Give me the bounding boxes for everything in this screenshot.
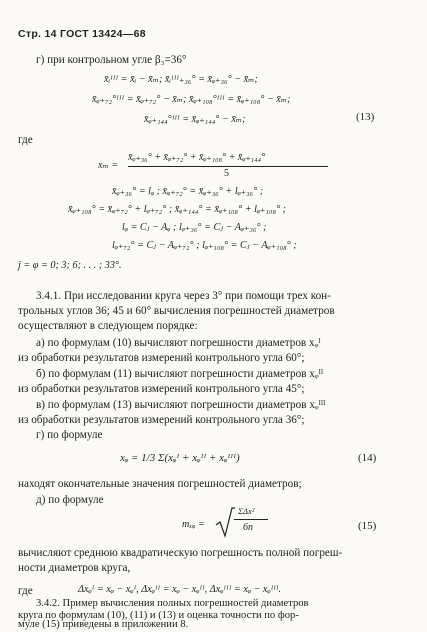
- xm-denominator: 5: [224, 168, 229, 179]
- item-v-line-1: в) по формулам (13) вычисляют погрешности диаметров xᵩᴵᴵᴵ: [36, 399, 326, 411]
- definition-line-2: x̄ᵩ₊₁₀₈° = x̄ᵩ₊₇₂° + lᵩ₊₇₂° ; x̄ᵩ₊₁₄₄° = x̄ᵩ₊₁₀₈° + lᵩ₊₁₀₈° ;: [68, 204, 287, 215]
- find-final-values: находят окончательные значения погрешностей диаметров;: [18, 478, 302, 490]
- item-b-line-1: б) по формулам (11) вычисляют погрешности диаметров xᵩᴵᴵ: [36, 368, 324, 380]
- item-d: д) по формуле: [36, 494, 104, 506]
- definition-line-3: lᵩ = Cⱼ − Aᵩ ; lᵩ₊₃₆° = Cⱼ − Aᵩ₊₃₆° ;: [122, 222, 267, 233]
- formula-15-numerator: ΣΔx²: [238, 506, 255, 516]
- paragraph-342-line-1: 3.4.2. Пример вычисления полных погрешностей диаметров: [36, 598, 309, 609]
- paragraph-341-line-1: 3.4.1. При исследовании круга через 3° при помощи трех кон-: [36, 290, 331, 302]
- equation-number-13: (13): [356, 111, 375, 123]
- formula-13-line-2: x̄ᵩ₊₇₂°ᴵᴵᴵ = x̄ᵩ₊₇₂° − x̄ₘ; x̄ᵩ₊₁₀₈°ᴵᴵᴵ = x̄ᵩ₊₁₀₈° − x̄ₘ;: [92, 94, 291, 105]
- item-a-line-1: а) по формулам (10) вычисляют погрешности диаметров xᵩᴵ: [36, 337, 321, 349]
- definition-line-1: x̄ᵩ₊₃₆° = lᵩ ; x̄ᵩ₊₇₂° = x̄ᵩ₊₃₆° + lᵩ₊₃₆° ;: [112, 186, 264, 197]
- item-g-title: г) при контрольном угле β₃=36°: [36, 54, 187, 66]
- xm-numerator: x̄ᵩ₊₃₆° + x̄ᵩ₊₇₂° + x̄ᵩ₊₁₀₈° + x̄ᵩ₊₁₄₄°: [128, 152, 266, 163]
- formula-13-line-1: x̄ᵢᴵᴵᴵ = x̄ᵢ − x̄ₘ; x̄ᵢᴵᴵᴵ₊₃₆° = x̄ᵩ₊₃₆° − x̄ₘ;: [104, 74, 258, 85]
- formula-15-lhs: mₓᵩ =: [182, 519, 205, 530]
- formula-13-line-3: x̄ᵩ₊₁₄₄°ᴵᴵᴵ = x̄ᵩ₊₁₄₄° − x̄ₘ;: [144, 114, 246, 125]
- paragraph-342-line-2: круга по формулам (10), (11) и (13) и оценка точности по фор-: [18, 610, 299, 621]
- formula-15-denominator: 6n: [243, 522, 253, 533]
- paragraph-342-line-3: муле (15) приведены в приложении 8.: [18, 619, 189, 630]
- radical-sign: [214, 506, 236, 538]
- definition-line-4: lᵩ₊₇₂° = Cⱼ − Aᵩ₊₇₂° ; lᵩ₊₁₀₈° = Cⱼ − Aᵩ₊₁₀₈° ;: [112, 240, 297, 251]
- page-header: Стр. 14 ГОСТ 13424—68: [18, 28, 146, 40]
- xm-lhs: xₘ =: [98, 160, 119, 171]
- paragraph-341-line-3: осуществляют в следующем порядке:: [18, 320, 198, 332]
- formula-14: xᵩ = 1/3 Σ(xᵩᴵ + xᵩᴵᴵ + xᵩᴵᴵᴵ): [120, 452, 240, 464]
- paragraph-341-line-2: трольных углов 36; 45 и 60° вычисления погрешностей диаметров: [18, 305, 335, 317]
- calc-line-1: вычисляют среднюю квадратическую погрешность полной погреш-: [18, 547, 343, 559]
- item-g2: г) по формуле: [36, 429, 103, 441]
- fraction-bar-15: [234, 519, 268, 520]
- fraction-bar: [128, 166, 328, 167]
- where-label-1: где: [18, 134, 33, 146]
- item-b-line-2: из обработки результатов измерений контрольного угла 45°;: [18, 383, 305, 395]
- index-range: j = φ = 0; 3; 6; . . . ; 33°.: [18, 260, 122, 271]
- calc-line-2: ности диаметров круга,: [18, 562, 131, 574]
- delta-definitions: Δxᵩᴵ = xᵩ − xᵩᴵ, Δxᵩᴵᴵ = xᵩ − xᵩᴵᴵ, Δxᵩᴵᴵᴵ = xᵩ − xᵩᴵᴵᴵ.: [78, 584, 282, 595]
- equation-number-15: (15): [358, 520, 377, 532]
- equation-number-14: (14): [358, 452, 377, 464]
- where-label-2: где: [18, 585, 33, 597]
- item-a-line-2: из обработки результатов измерений контрольного угла 60°;: [18, 352, 305, 364]
- item-v-line-2: из обработки результатов измерений контрольного угла 36°;: [18, 414, 305, 426]
